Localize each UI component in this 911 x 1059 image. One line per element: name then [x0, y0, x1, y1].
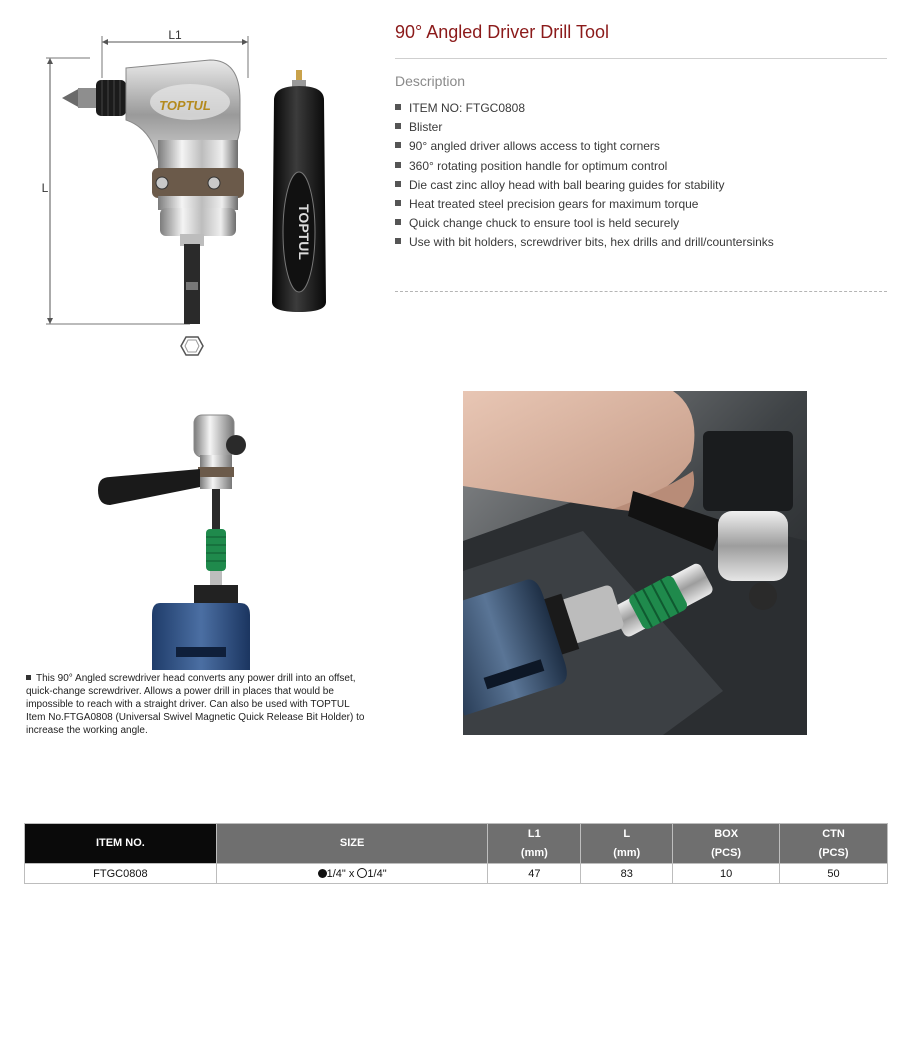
bullet-square-icon — [26, 675, 31, 680]
cell-ctn: 50 — [780, 864, 888, 884]
cell-item-no: FTGC0808 — [25, 864, 217, 884]
handle-logo: TOPTUL — [296, 204, 312, 260]
header-ctn: CTN (PCS) — [780, 824, 888, 864]
list-item: ITEM NO: FTGC0808 — [395, 100, 887, 119]
product-drawing — [30, 20, 370, 365]
list-item: 90° angled driver allows access to tight corners — [395, 138, 887, 157]
l-label: L — [41, 181, 49, 195]
list-item: Blister — [395, 119, 887, 138]
table-row — [25, 864, 888, 884]
hex-socket-icon — [357, 868, 367, 878]
description-list — [395, 100, 887, 254]
list-item: 360° rotating position handle for optimum control — [395, 158, 887, 177]
list-item: Use with bit holders, screwdriver bits, hex drills and drill/countersinks — [395, 234, 887, 253]
description-header: Description — [395, 58, 887, 89]
cell-l: 83 — [581, 864, 673, 884]
header-box: BOX (PCS) — [673, 824, 780, 864]
hex-drive-icon — [318, 869, 327, 878]
usage-note: This 90° Angled screwdriver head converts any power drill into an offset, quick-change screwdriver. Allows a power drill in places that would be impossible to reach with a straight driver. Can also be used with TOPTUL Item No.FTGA0808 (Universal Swivel Magnetic Quick Release Bit Holder) to increase the working angle. — [26, 673, 365, 736]
l1-label: L1 — [168, 28, 182, 42]
cell-box: 10 — [673, 864, 780, 884]
usage-illustration — [90, 405, 290, 670]
spec-table — [24, 823, 888, 884]
list-item: Die cast zinc alloy head with ball bearing guides for stability — [395, 177, 887, 196]
brand-logo: TOPTUL — [159, 98, 211, 113]
cell-l1: 47 — [488, 864, 581, 884]
table-header-row — [25, 824, 888, 864]
header-l1: L1 (mm) — [488, 824, 581, 864]
header-size: SIZE — [216, 824, 488, 864]
list-item: Quick change chuck to ensure tool is held securely — [395, 215, 887, 234]
cell-size: 1/4" x 1/4" — [216, 864, 488, 884]
header-l: L (mm) — [581, 824, 673, 864]
angled-driver-illustration — [30, 20, 370, 365]
product-title: 90° Angled Driver Drill Tool — [395, 22, 609, 42]
list-item: Heat treated steel precision gears for maximum torque — [395, 196, 887, 215]
usage-photo — [463, 391, 807, 735]
header-item-no: ITEM NO. — [25, 824, 217, 864]
section-divider — [395, 291, 887, 292]
